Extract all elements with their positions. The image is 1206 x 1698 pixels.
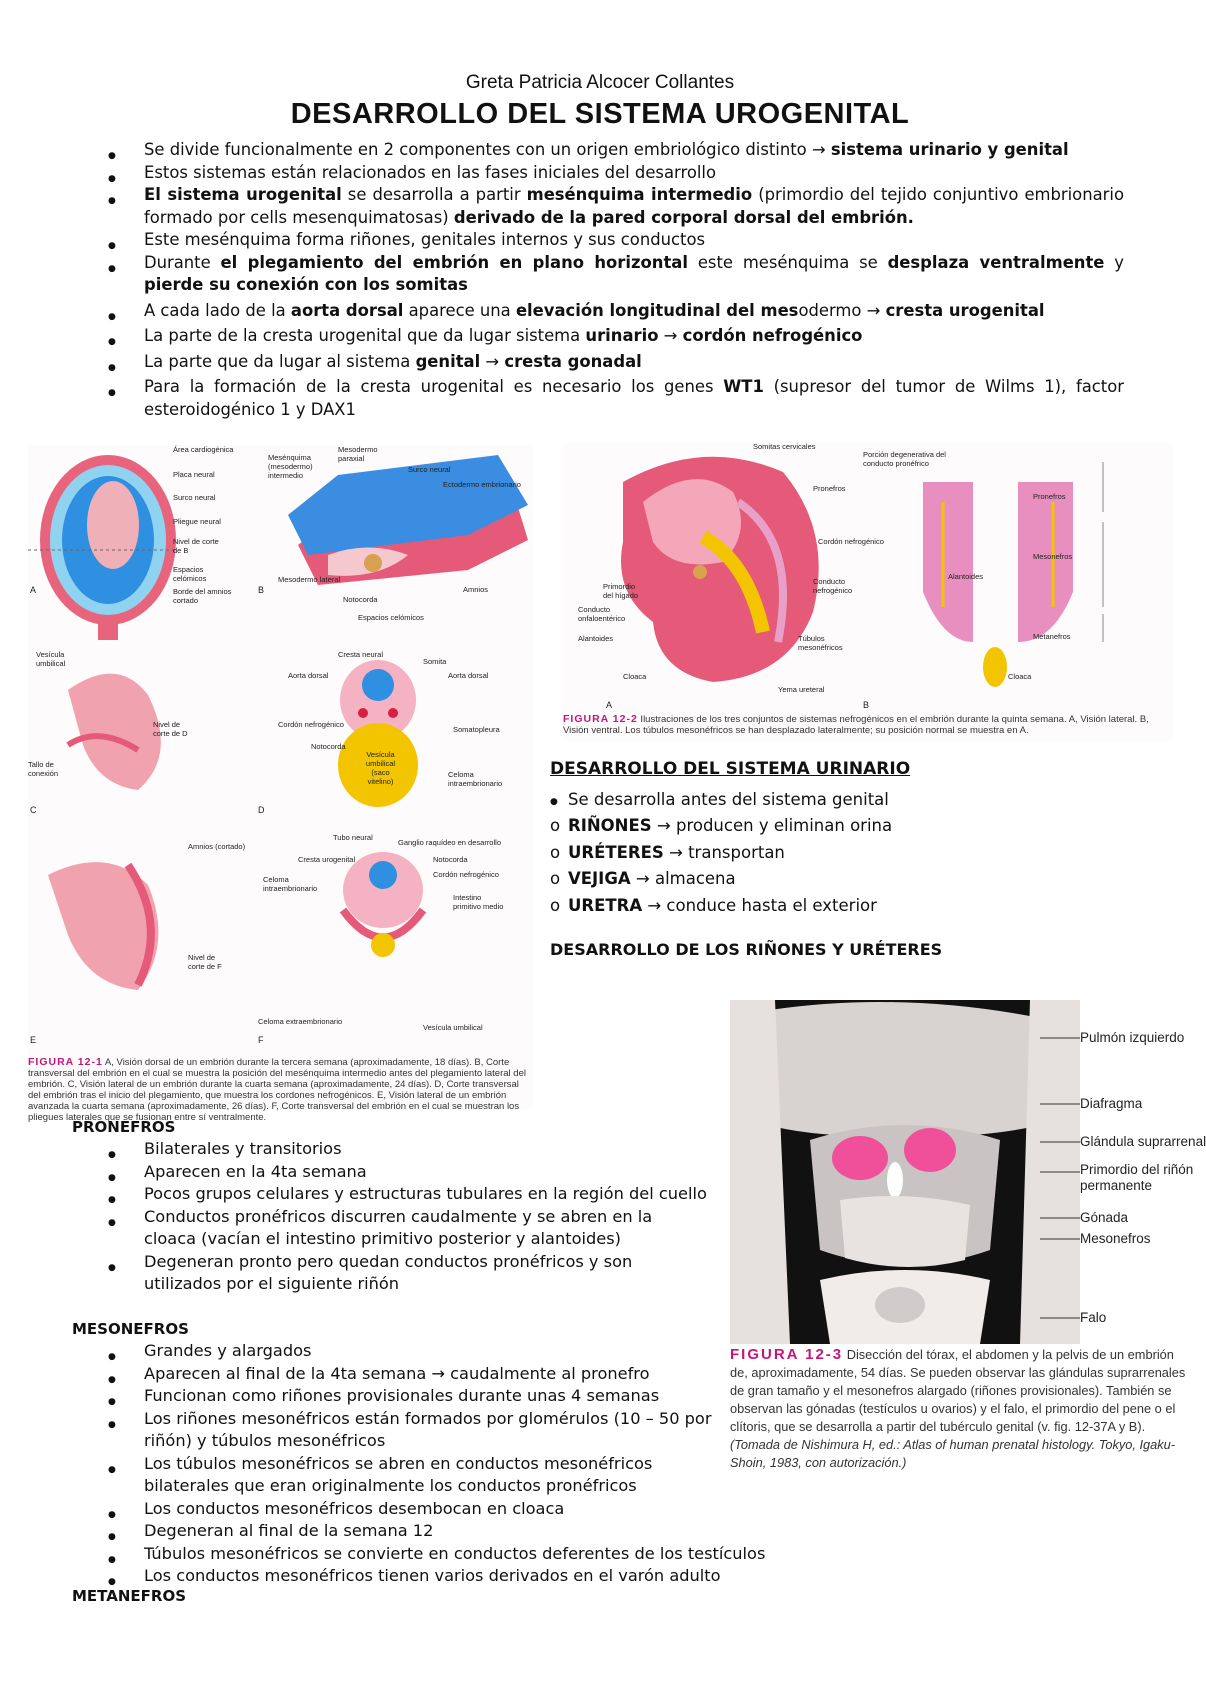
label-cloaca: Cloaca xyxy=(623,672,647,681)
label-amnios: Amnios xyxy=(463,585,489,594)
section-label-a: A xyxy=(30,585,37,595)
label-celoma-extraembrionario: Celoma extraembrionario xyxy=(258,1017,343,1026)
list-item: o VEJIGA → almacena xyxy=(550,866,1110,893)
list-item: ● Bilaterales y transitorios xyxy=(108,1138,708,1161)
section-label-f: F xyxy=(258,1035,264,1045)
label-tubulos-mesonefricos: Túbulos mesonéfricos xyxy=(798,634,843,652)
label-notocorda: Notocorda xyxy=(311,742,346,751)
label-cresta-urogenital: Cresta urogenital xyxy=(298,855,356,864)
figure-12-1 xyxy=(28,445,533,1123)
label-alantoides: Alantoides xyxy=(578,634,614,643)
figure-12-3-caption: FIGURA 12-3 Disección del tórax, el abdomen y la pelvis de un embrión de, aproximadamente, 54 días. Se pueden observar las glándulas suprarrenales de gran tamaño y el mesonefros alargado (riñones provisionales). También se observan las gónadas (testículos u ovarios) y el falo, el primordio del pene o el clítoris, que se desarrolla a partir del tubérculo genital (v. fig. 12-37A y B). (Tomada de Nishimura H, ed.: Atlas of human prenatal histology. Tokyo, Igaku-Shoin, 1983, con autorización.) xyxy=(730,1346,1186,1470)
dissection-photo-drawing xyxy=(730,1000,1080,1344)
label-cloaca: Cloaca xyxy=(1008,672,1032,681)
label-cordon-nefrogenico: Cordón nefrogénico xyxy=(818,537,884,546)
label-mesenquima: Mesénquima (mesodermo) intermedio xyxy=(268,453,313,480)
list-item: ● Los conductos mesonéfricos desembocan en cloaca xyxy=(108,1498,720,1521)
figure-12-3-leader-lines xyxy=(1040,1000,1080,1320)
label-vesicula-umbilical: Vesícula umbilical xyxy=(36,650,66,668)
label-somatopleura: Somatopleura xyxy=(453,725,500,734)
label-vesicula-umbilical: Vesícula umbilical (saco vitelino) xyxy=(365,750,396,786)
label-somitas-cervicales: Somitas cervicales xyxy=(753,442,816,451)
document-title: DESARROLLO DEL SISTEMA UROGENITAL xyxy=(290,98,910,130)
label-aorta-dorsal: Aorta dorsal xyxy=(288,671,329,680)
list-item: ● Conductos pronéfricos discurren caudalmente y se abren en la cloaca (vacían el intestino primitivo posterior y alantoides) xyxy=(108,1206,708,1251)
section-label-e: E xyxy=(30,1035,37,1045)
list-item: ● La parte de la cresta urogenital que da lugar sistema urinario → cordón nefrogénico xyxy=(108,325,1124,348)
label-somita: Somita xyxy=(423,657,447,666)
list-item: ● Degeneran al final de la semana 12 xyxy=(108,1520,720,1543)
figure-12-2 xyxy=(563,442,1173,742)
label-tallo-conexion: Tallo de conexión xyxy=(28,760,59,778)
label-placa-neural: Placa neural xyxy=(173,470,215,479)
figure-12-1-drawing xyxy=(28,445,533,1085)
label-pliegue-neural: Pliegue neural xyxy=(173,517,221,526)
section-label-a: A xyxy=(606,700,613,710)
list-item: ● Degeneran pronto pero quedan conductos pronéfricos y son utilizados por el siguiente riñón xyxy=(108,1251,708,1296)
label-conducto-nefrogenico: Conducto nefrogénico xyxy=(813,577,853,595)
mesonefros-list xyxy=(108,1340,766,1588)
label-porcion-degenerativa: Porción degenerativa del conducto pronéfrico xyxy=(863,450,946,468)
label-celoma-intraembrionario: Celoma intraembrionario xyxy=(448,770,503,788)
urinario-section xyxy=(550,756,1110,919)
label-surco-neural: Surco neural xyxy=(173,493,216,502)
label-yema-ureteral: Yema ureteral xyxy=(778,685,825,694)
list-item: ● Los conductos mesonéfricos tienen varios derivados en el varón adulto xyxy=(108,1565,864,1588)
label-falo: Falo xyxy=(1080,1310,1107,1325)
list-item: ● Estos sistemas están relacionados en las fases iniciales del desarrollo xyxy=(108,162,1124,185)
figure-12-2-drawing xyxy=(563,442,1173,712)
list-item: ● Se divide funcionalmente en 2 componentes con un origen embriológico distinto → sistema urinario y genital xyxy=(108,139,1124,162)
label-area-cardiogenica: Área cardiogénica xyxy=(173,445,234,454)
label-espacios-celomicos: Espacios celómicos xyxy=(173,565,207,583)
list-item: o URÉTERES → transportan xyxy=(550,840,1110,867)
label-tubo-neural: Tubo neural xyxy=(333,833,373,842)
label-mesodermo-paraxial: Mesodermo paraxial xyxy=(338,445,378,463)
label-vesicula-umbilical: Vesícula umbilical xyxy=(423,1023,483,1032)
mesonefros-heading: MESONEFROS xyxy=(72,1320,189,1338)
label-conducto-onfaloenterico: Conducto onfaloentérico xyxy=(578,605,626,623)
label-mesodermo-lateral: Mesodermo lateral xyxy=(278,575,341,584)
list-item: ● Aparecen al final de la 4ta semana → caudalmente al pronefro xyxy=(108,1363,720,1386)
label-glandula-suprarrenal: Glándula suprarrenal xyxy=(1080,1134,1206,1149)
figure-12-2-caption: FIGURA 12-2 Ilustraciones de los tres conjuntos de sistemas nefrogénicos en el embrión durante la quinta semana. A, Visión lateral. B, Visión ventral. Los túbulos mesonéfricos se han desplazado lateralmente; su posición normal se muestra en A. xyxy=(563,713,1149,736)
list-item: ● Durante el plegamiento del embrión en plano horizontal este mesénquima se desplaza ventralmente y pierde su conexión con los somitas xyxy=(108,252,1124,297)
label-gonada: Gónada xyxy=(1080,1210,1129,1225)
rinones-heading: DESARROLLO DE LOS RIÑONES Y URÉTERES xyxy=(550,940,943,959)
label-cresta-neural: Cresta neural xyxy=(338,650,384,659)
pronefros-heading: PRONEFROS xyxy=(72,1118,176,1136)
section-label-d: D xyxy=(258,805,265,815)
label-mesonefros: Mesonefros xyxy=(1033,552,1073,561)
list-item: ● Para la formación de la cresta urogenital es necesario los genes WT1 (supresor del tumor de Wilms 1), factor esteroidogénico 1 y DAX1 xyxy=(108,376,1124,421)
label-espacios-celomicos: Espacios celómicos xyxy=(358,613,424,622)
metanefros-heading: METANEFROS xyxy=(72,1587,187,1605)
list-item: ● Funcionan como riñones provisionales durante unas 4 semanas xyxy=(108,1385,720,1408)
figure-12-1-caption: FIGURA 12-1 A, Visión dorsal de un embrión durante la tercera semana (aproximadamente, 18 días). B, Corte transversal del embrión en el cual se muestra la posición del mesénquima intermedio antes del plegamiento lateral del embrión. C, Visión lateral de un embrión durante la cuarta semana (aproximadamente, 24 días). D, Corte transversal del embrión tras el inicio del plegamiento, que muestra los cordones nefrogénicos. E, Visión lateral de un embrión avanzada la cuarta semana (aproximadamente, 26 días). F, Corte transversal del embrión en el cual se muestran los pliegues laterales que se fusionan entre sí ventralmente. xyxy=(28,1056,526,1123)
label-nivel-d: Nivel de corte de D xyxy=(153,720,188,738)
urinario-heading: DESARROLLO DEL SISTEMA URINARIO xyxy=(550,759,911,779)
label-nivel-b: Nivel de corte de B xyxy=(173,537,219,555)
label-pulmon-izquierdo: Pulmón izquierdo xyxy=(1080,1030,1185,1045)
author-name: Greta Patricia Alcocer Collantes xyxy=(465,72,735,93)
list-item: ● Aparecen en la 4ta semana xyxy=(108,1161,708,1184)
pronefros-list xyxy=(108,1138,708,1296)
figure-12-3-photo xyxy=(730,1000,1080,1344)
list-item: ● Los riñones mesonéfricos están formados por glomérulos (10 – 50 por riñón) y túbulos mesonéfricos xyxy=(108,1408,720,1453)
list-item: o URETRA → conduce hasta el exterior xyxy=(550,893,1110,920)
label-diafragma: Diafragma xyxy=(1080,1096,1143,1111)
label-amnios-cortado: Amnios (cortado) xyxy=(188,842,246,851)
label-cordon-nefrogenico: Cordón nefrogénico xyxy=(433,870,499,879)
section-label-b: B xyxy=(863,700,870,710)
section-label-c: C xyxy=(30,805,37,815)
list-item: ● Pocos grupos celulares y estructuras tubulares en la región del cuello xyxy=(108,1183,708,1206)
list-item: ● El sistema urogenital se desarrolla a partir mesénquima intermedio (primordio del tejido conjuntivo embrionario formado por cells mesenquimatosas) derivado de la pared corporal dorsal del embrión. xyxy=(108,184,1124,229)
label-notocorda: Notocorda xyxy=(343,595,378,604)
label-primordio-higado: Primordio del hígado xyxy=(603,582,639,600)
list-item: ● A cada lado de la aorta dorsal aparece una elevación longitudinal del mesodermo → cresta urogenital xyxy=(108,300,1124,323)
label-surco-neural: Surco neural xyxy=(408,465,451,474)
section-label-b: B xyxy=(258,585,265,595)
label-mesonefros: Mesonefros xyxy=(1080,1231,1151,1246)
label-borde-amnios: Borde del amnios cortado xyxy=(173,587,232,605)
intro-list xyxy=(108,139,1124,421)
label-notocorda: Notocorda xyxy=(433,855,468,864)
label-alantoides: Alantoides xyxy=(948,572,984,581)
list-item: ● Se desarrolla antes del sistema genital xyxy=(550,787,1110,814)
label-pronefros: Pronefros xyxy=(1033,492,1066,501)
label-primordio-rinon: Primordio del riñón permanente xyxy=(1080,1162,1194,1193)
list-item: ● Grandes y alargados xyxy=(108,1340,720,1363)
label-pronefros: Pronefros xyxy=(813,484,846,493)
label-nivel-f: Nivel de corte de F xyxy=(188,953,222,971)
label-ganglio: Ganglio raquídeo en desarrollo xyxy=(398,838,501,847)
label-cordon-nefrogenico: Cordón nefrogénico xyxy=(278,720,344,729)
label-aorta-dorsal: Aorta dorsal xyxy=(448,671,489,680)
list-item: ● Este mesénquima forma riñones, genitales internos y sus conductos xyxy=(108,229,1124,252)
list-item: o RIÑONES → producen y eliminan orina xyxy=(550,813,1110,840)
label-ectodermo: Ectodermo embrionario xyxy=(443,480,521,489)
list-item: ● La parte que da lugar al sistema genital → cresta gonadal xyxy=(108,351,1124,374)
list-item: ● Los túbulos mesonéfricos se abren en conductos mesonéfricos bilaterales que eran originalmente los conductos pronéfricos xyxy=(108,1453,720,1498)
label-metanefros: Metanefros xyxy=(1033,632,1071,641)
list-item: ● Túbulos mesonéfricos se convierte en conductos deferentes de los testículos xyxy=(108,1543,864,1566)
label-intestino: Intestino primitivo medio xyxy=(453,893,504,911)
label-celoma-intraembrionario: Celoma intraembrionario xyxy=(263,875,318,893)
